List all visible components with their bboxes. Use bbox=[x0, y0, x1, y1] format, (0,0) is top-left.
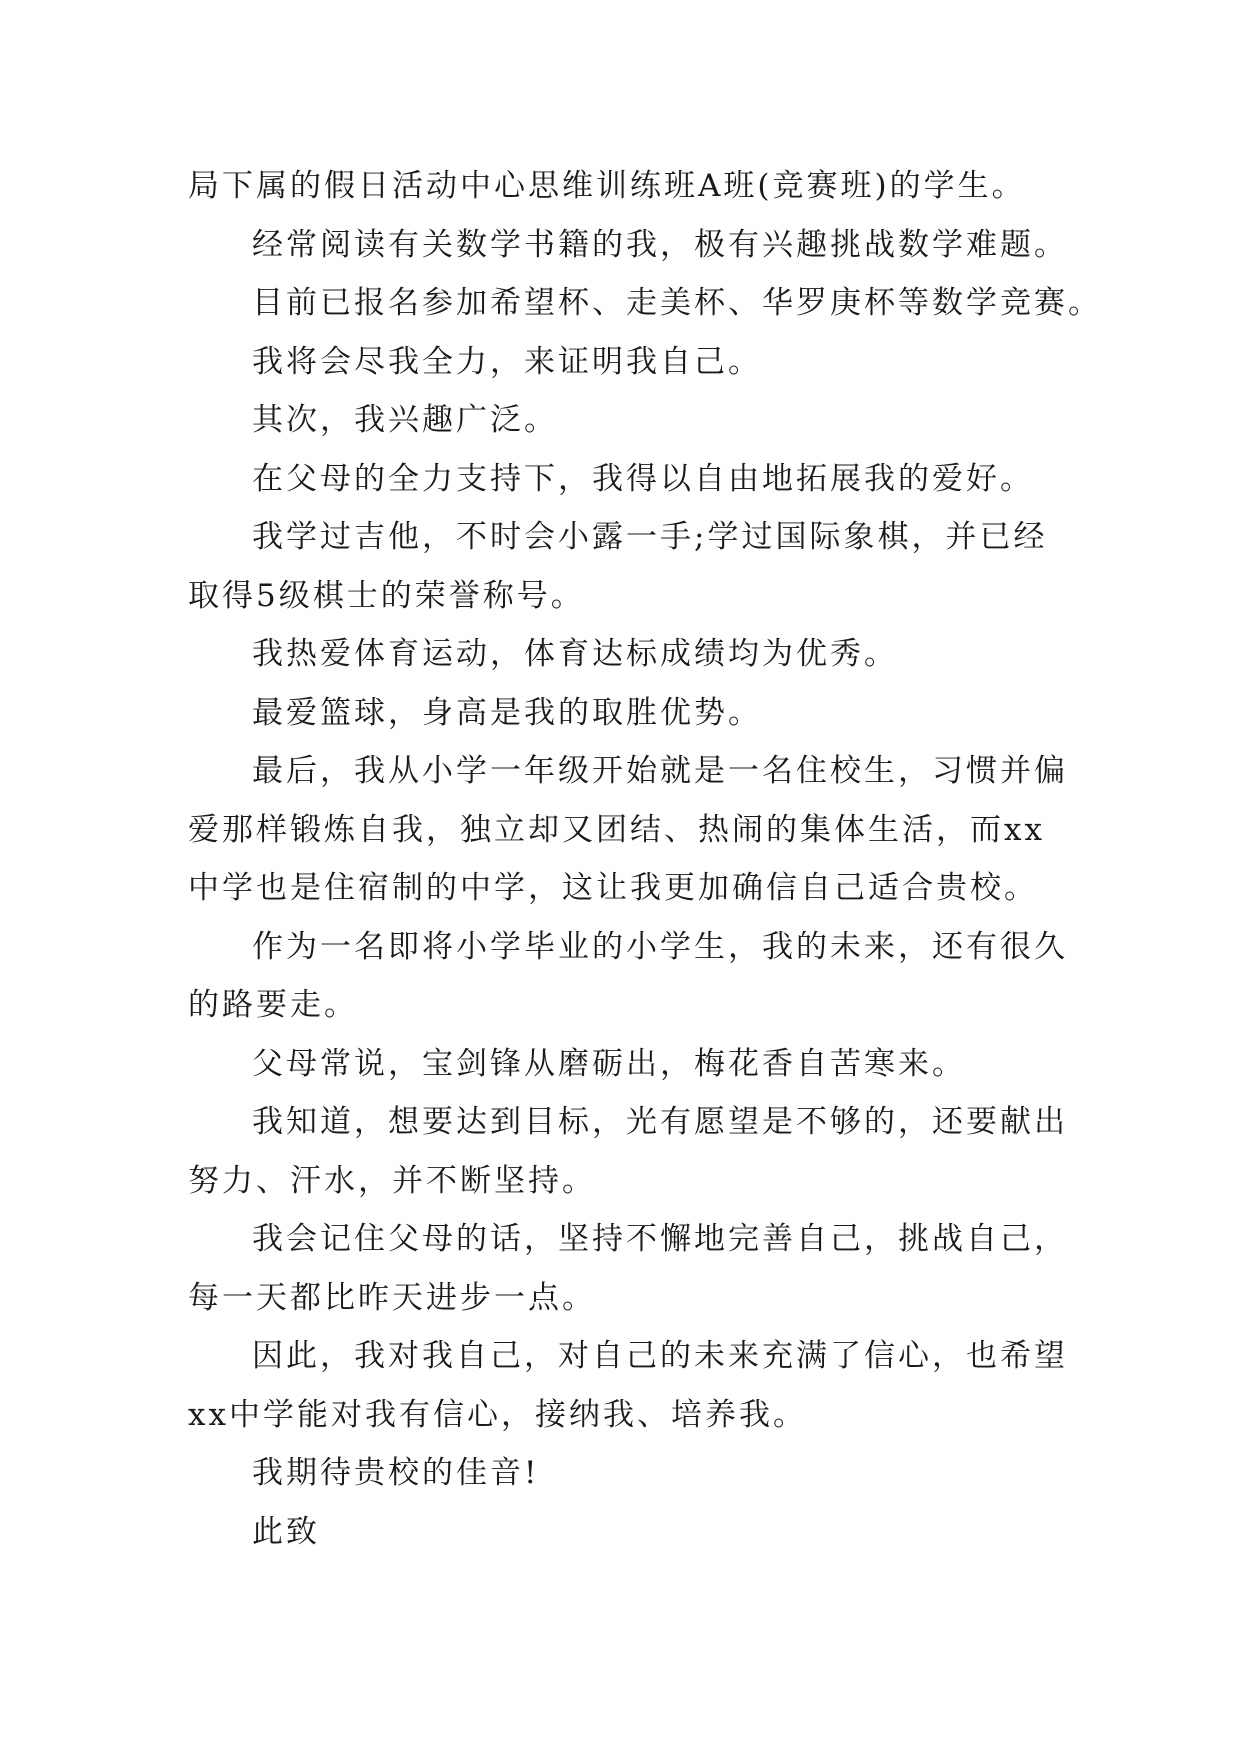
text-line: 最爱篮球，身高是我的取胜优势。 bbox=[252, 695, 762, 731]
text-line: 我知道，想要达到目标，光有愿望是不够的，还要献出 bbox=[252, 1104, 1068, 1140]
text-line: 我热爱体育运动，体育达标成绩均为优秀。 bbox=[252, 636, 898, 672]
text-line: 在父母的全力支持下，我得以自由地拓展我的爱好。 bbox=[252, 461, 1034, 497]
text-line: 爱那样锻炼自我，独立却又团结、热闹的集体生活，而xx bbox=[188, 812, 1045, 848]
text-line: 我期待贵校的佳音! bbox=[252, 1455, 540, 1491]
text-line: 因此，我对我自己，对自己的未来充满了信心，也希望 bbox=[252, 1338, 1068, 1374]
text-line: 中学也是住宿制的中学，这让我更加确信自己适合贵校。 bbox=[188, 870, 1038, 906]
text-line: 经常阅读有关数学书籍的我，极有兴趣挑战数学难题。 bbox=[252, 227, 1068, 263]
text-line: 每一天都比昨天进步一点。 bbox=[188, 1280, 596, 1316]
text-line: 我学过吉他，不时会小露一手;学过国际象棋，并已经 bbox=[252, 519, 1048, 555]
text-line: 局下属的假日活动中心思维训练班A班(竞赛班)的学生。 bbox=[188, 168, 1026, 204]
text-line: 目前已报名参加希望杯、走美杯、华罗庚杯等数学竞赛。 bbox=[252, 285, 1102, 321]
text-line: xx中学能对我有信心，接纳我、培养我。 bbox=[188, 1397, 807, 1433]
text-line: 父母常说，宝剑锋从磨砺出，梅花香自苦寒来。 bbox=[252, 1046, 966, 1082]
text-line: 努力、汗水，并不断坚持。 bbox=[188, 1163, 596, 1199]
text-line: 我会记住父母的话，坚持不懈地完善自己，挑战自己， bbox=[252, 1221, 1068, 1257]
text-line: 我将会尽我全力，来证明我自己。 bbox=[252, 344, 762, 380]
text-line: 取得5级棋士的荣誉称号。 bbox=[188, 578, 585, 614]
text-line: 的路要走。 bbox=[188, 987, 358, 1023]
text-line: 最后，我从小学一年级开始就是一名住校生，习惯并偏 bbox=[252, 753, 1068, 789]
text-line: 此致 bbox=[252, 1514, 320, 1550]
text-line: 其次，我兴趣广泛。 bbox=[252, 402, 558, 438]
text-line: 作为一名即将小学毕业的小学生，我的未来，还有很久 bbox=[252, 929, 1068, 965]
